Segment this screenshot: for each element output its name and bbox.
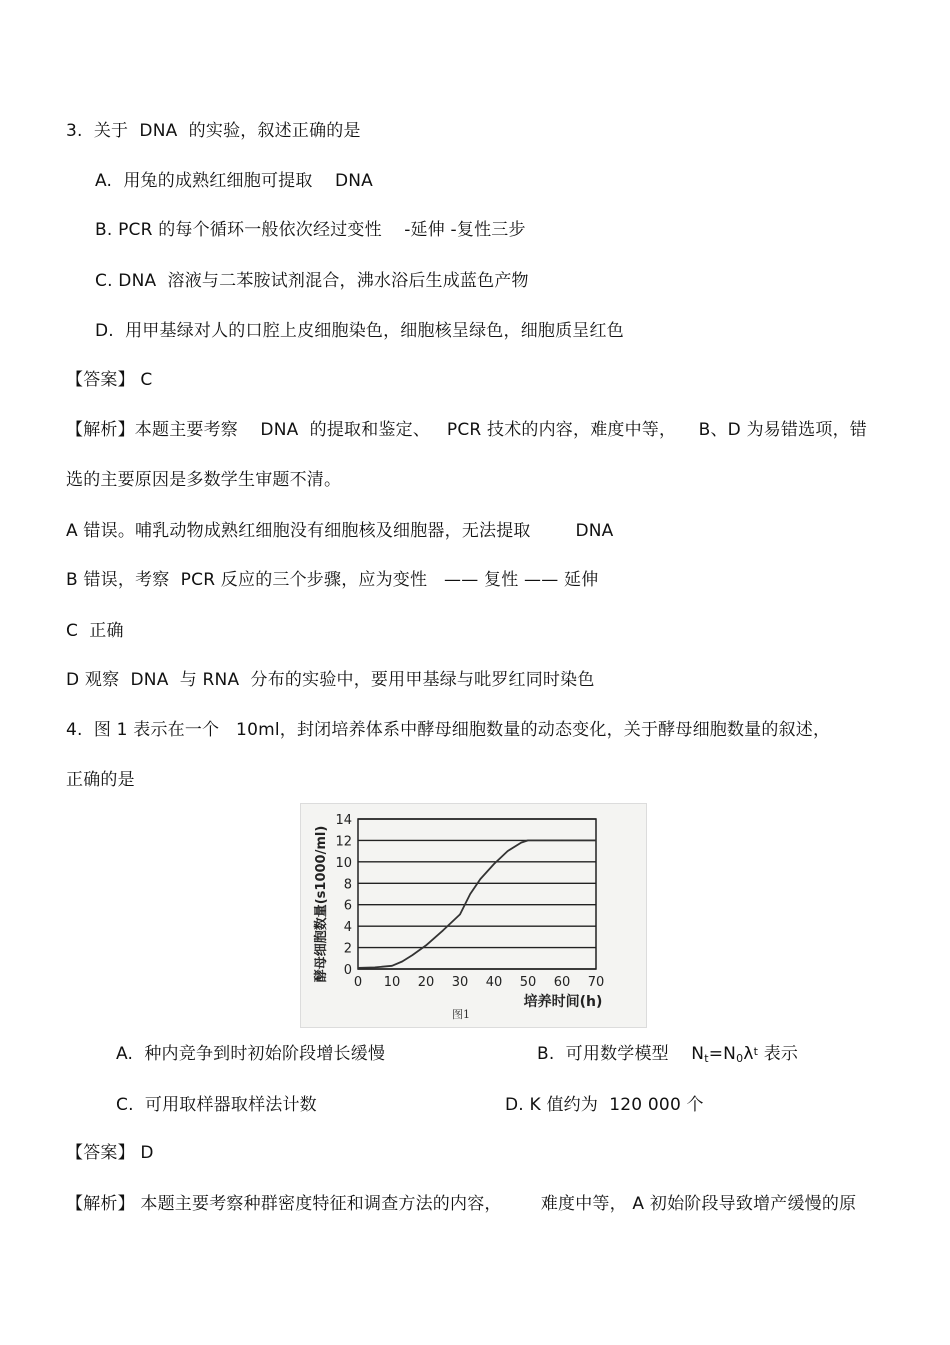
chart-data-point xyxy=(374,967,375,968)
q3-note-b: B 错误，考察 PCR 反应的三个步骤，应为变性 —— 复性 —— 延伸 xyxy=(66,570,599,590)
q3-answer: 【答案】 C xyxy=(66,370,153,390)
chart-x-tick-label: 30 xyxy=(451,975,469,990)
chart-data-point xyxy=(507,851,508,852)
chart-data-point xyxy=(595,840,596,841)
q3-option-c: C. DNA 溶液与二苯胺试剂混合，沸水浴后生成蓝色产物 xyxy=(95,271,529,291)
q4-option-b xyxy=(537,1043,798,1067)
chart-data-point xyxy=(561,840,562,841)
chart-y-tick-label: 6 xyxy=(343,898,352,914)
chart-data-point xyxy=(521,842,522,843)
q4-option-b-prefix: B. 可用数学模型 N xyxy=(537,1044,705,1064)
q3-analysis-line2: 选的主要原因是多数学生审题不清。 xyxy=(66,470,342,490)
chart-title: 图1 xyxy=(452,1008,470,1021)
q4-stem-line1: 4. 图 1 表示在一个 10ml，封闭培养体系中酵母细胞数量的动态变化，关于酵母细胞数量的叙述， xyxy=(66,720,831,740)
chart-data-point xyxy=(578,840,579,841)
q3-option-b: B. PCR 的每个循环一般依次经过变性 -延伸 -复性三步 xyxy=(95,220,526,240)
chart-x-tick-label: 20 xyxy=(417,975,435,990)
chart-y-tick-label: 12 xyxy=(335,834,352,850)
chart-x-tick-label: 60 xyxy=(553,975,571,990)
q4-option-b-suffix: 表示 xyxy=(758,1044,799,1064)
q4-option-d: D. K 值约为 120 000 个 xyxy=(505,1095,704,1115)
q3-note-c: C 正确 xyxy=(66,621,124,641)
chart-data-point xyxy=(544,840,545,841)
q4-answer: 【答案】 D xyxy=(66,1143,154,1163)
q4-option-b-mid: =N xyxy=(708,1044,737,1064)
chart-data-point xyxy=(493,863,494,864)
chart-data-point xyxy=(425,945,426,946)
chart-x-tick-label: 10 xyxy=(383,975,401,990)
chart-data-point xyxy=(480,878,481,879)
chart-x-axis-label: 培养时间(h) xyxy=(523,994,603,1010)
chart-y-tick-label: 14 xyxy=(335,813,352,828)
q4-analysis-line1: 【解析】 本题主要考察种群密度特征和调查方法的内容， 难度中等， A 初始阶段导致增产缓慢的原 xyxy=(66,1194,857,1214)
q3-note-a: A 错误。哺乳动物成熟红细胞没有细胞核及细胞器，无法提取 DNA xyxy=(66,521,614,541)
q3-note-d: D 观察 DNA 与 RNA 分布的实验中，要用甲基绿与吡罗红同时染色 xyxy=(66,670,595,690)
q3-option-a: A. 用兔的成熟红细胞可提取 DNA xyxy=(95,171,373,191)
q3-option-d: D. 用甲基绿对人的口腔上皮细胞染色，细胞核呈绿色，细胞质呈红色 xyxy=(95,321,624,341)
q4-option-b-lambda: λ xyxy=(743,1044,754,1064)
chart-x-tick-label: 50 xyxy=(519,975,537,990)
chart-data-point xyxy=(402,961,403,962)
chart-data-point xyxy=(470,893,471,894)
q4-option-a: A. 种内竞争到时初始阶段增长缓慢 xyxy=(116,1044,386,1064)
yeast-growth-chart xyxy=(300,803,647,1028)
chart-y-tick-label: 2 xyxy=(343,941,352,957)
chart-y-axis-label: 酵母细胞数量(s1000/ml) xyxy=(314,825,329,983)
chart-y-tick-label: 8 xyxy=(343,877,352,893)
q4-option-b-sub-0: 0 xyxy=(736,1052,744,1065)
chart-data-point xyxy=(442,930,443,931)
q4-stem-line2: 正确的是 xyxy=(66,770,135,790)
q4-option-b-sub-t: t xyxy=(704,1052,709,1065)
chart-data-point xyxy=(412,954,413,955)
chart-data-point xyxy=(391,965,392,966)
chart-data-point xyxy=(459,914,460,915)
chart-y-tick-label: 10 xyxy=(335,855,352,871)
chart-data-point xyxy=(357,967,358,968)
q3-stem: 3. 关于 DNA 的实验，叙述正确的是 xyxy=(66,121,361,141)
q3-analysis-line1: 【解析】本题主要考察 DNA 的提取和鉴定、 PCR 技术的内容，难度中等， B、D 为易错选项，错 xyxy=(66,420,867,440)
chart-y-tick-label: 4 xyxy=(343,920,352,936)
q4-option-c: C. 可用取样器取样法计数 xyxy=(116,1095,317,1115)
q4-option-b-sup-t: t xyxy=(753,1045,759,1058)
chart-x-tick-label: 70 xyxy=(587,975,605,990)
chart-x-tick-label: 40 xyxy=(485,975,503,990)
chart-x-tick-label: 0 xyxy=(353,975,363,990)
chart-y-tick-label: 0 xyxy=(343,963,352,978)
chart-data-point xyxy=(527,840,528,841)
chart-plot-frame xyxy=(358,819,596,969)
